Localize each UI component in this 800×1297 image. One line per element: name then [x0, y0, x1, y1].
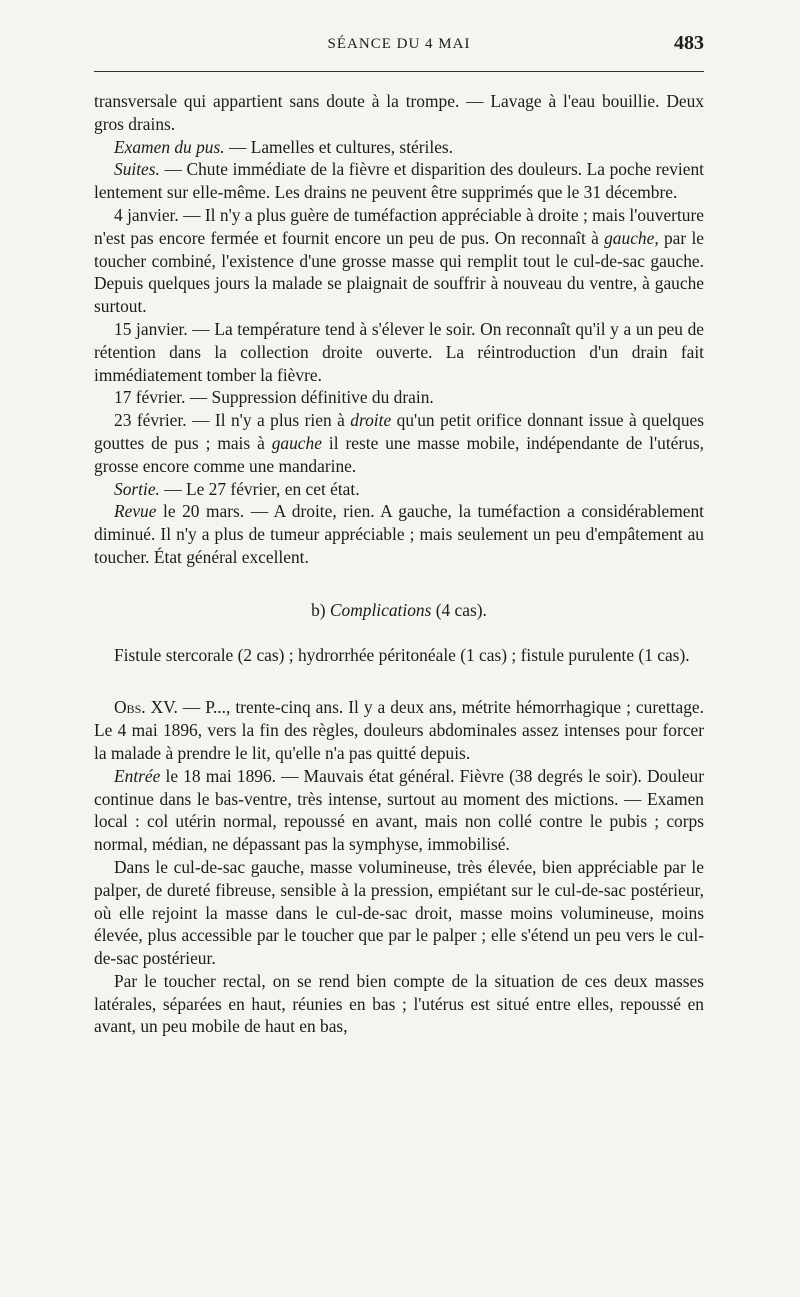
text-run: le 20 mars. — A droite, rien. A gauche, la tuméfaction a considérablement diminué. Il n'y a plus de tumeur appréciable ; mais seulement un peu d'empâtement au toucher. État général excellent.	[94, 501, 704, 567]
text-run: — P..., trente-cinq ans. Il y a deux ans, métrite hémorrhagique ; curettage. Le 4 mai 1896, vers la fin des règles, douleurs abdominales assez intenses pour forcer la malade à prendre le lit, qu'elle n'a pas quitté depuis.	[94, 697, 704, 763]
body-text	[94, 90, 704, 1038]
paragraph-spacer	[94, 666, 704, 696]
text-run: Entrée	[114, 765, 161, 786]
text-run: 23 février. — Il n'y a plus rien à	[114, 410, 351, 431]
text-run: gauche,	[604, 227, 659, 248]
text-run: b)	[311, 599, 330, 620]
text-run: — Le 27 février, en cet état.	[159, 478, 360, 499]
text-run: (4 cas).	[431, 599, 487, 620]
text-run: — Lamelles et cultures, stériles.	[224, 136, 454, 157]
paragraph	[94, 856, 704, 970]
text-run: — Chute immédiate de la fièvre et disparition des douleurs. La poche revient lentement sur elle-même. Les drains ne peuvent être supprimés que le 31 décembre.	[94, 159, 704, 203]
page-header	[94, 32, 704, 56]
text-run: qu'un petit orifice donnant issue à quelques gouttes de pus ; mais à	[94, 410, 704, 453]
paragraph	[94, 318, 704, 386]
text-run: Dans le cul-de-sac gauche, masse volumineuse, très élevée, bien appréciable par le palper, de dureté fibreuse, sensible à la pression, empiétant sur le cul-de-sac postérieur, où elle rejoint la masse dans le cul-de-sac droit, masse moins volumineuse, moins élevée, plus accessible par le toucher que par le palper ; elle s'étend un peu vers le cul-de-sac postérieur.	[94, 856, 704, 969]
text-run: Obs. XV.	[114, 697, 178, 718]
text-run: droite	[350, 410, 392, 431]
section-heading	[94, 599, 704, 622]
paragraph	[94, 644, 704, 667]
text-run: Sortie.	[114, 478, 160, 499]
page-number: 483	[674, 32, 704, 54]
text-run: gauche	[271, 432, 322, 453]
paragraph	[94, 136, 704, 159]
paragraph	[94, 204, 704, 318]
paragraph	[94, 409, 704, 477]
text-run: transversale qui appartient sans doute à la trompe. — Lavage à l'eau bouillie. Deux gros drains.	[94, 91, 704, 134]
running-title: SÉANCE DU 4 MAI	[327, 36, 471, 52]
text-run: Par le toucher rectal, on se rend bien compte de la situation de ces deux masses latérales, séparées en haut, réunies en bas ; l'utérus est situé entre elles, repoussé en avant, un peu mobile de haut en bas,	[94, 970, 704, 1037]
text-run: 15 janvier. — La température tend à s'élever le soir. On reconnaît qu'il y a un peu de rétention dans la collection droite ouverte. La réintroduction d'un drain fait immédiatement tomber la fièvre.	[94, 318, 704, 385]
text-run: Revue	[114, 501, 157, 522]
text-run: Suites.	[114, 159, 160, 180]
text-run: par le toucher combiné, l'existence d'une grosse masse qui remplit tout le cul-de-sac gauche. Depuis quelques jours la malade se plaignait de souffrir à nouveau du ventre, à gauche surtout.	[94, 227, 704, 317]
text-run: Complications	[329, 599, 432, 620]
text-run: Examen du pus.	[114, 136, 225, 157]
paragraph-spacer	[94, 622, 704, 644]
paragraph	[94, 970, 704, 1038]
paragraph	[94, 696, 704, 764]
text-run: Fistule stercorale (2 cas) ; hydrorrhée péritonéale (1 cas) ; fistule purulente (1 cas).	[114, 644, 690, 665]
paragraph-spacer	[94, 569, 704, 599]
paragraph	[94, 765, 704, 856]
paragraph	[94, 478, 704, 501]
paragraph	[94, 386, 704, 409]
text-run: le 18 mai 1896. — Mauvais état général. Fièvre (38 degrés le soir). Douleur continue dans le bas-ventre, très intense, surtout au moment des mictions. — Examen local : col utérin normal, repoussé en avant, mais non collé contre le pubis ; corps normal, médian, ne dépassant pas la symphyse, immobilisé.	[94, 765, 704, 855]
text-run: 17 février. — Suppression définitive du drain.	[114, 387, 434, 408]
paragraph	[94, 90, 704, 136]
paragraph	[94, 500, 704, 568]
text-run: il reste une masse mobile, indépendante de l'utérus, grosse encore comme une mandarine.	[94, 432, 704, 476]
header-rule	[94, 71, 704, 72]
text-run: 4 janvier. — Il n'y a plus guère de tuméfaction appréciable à droite ; mais l'ouverture n'est pas encore fermée et fournit encore un peu de pus. On reconnaît à	[94, 204, 704, 248]
paragraph	[94, 158, 704, 204]
